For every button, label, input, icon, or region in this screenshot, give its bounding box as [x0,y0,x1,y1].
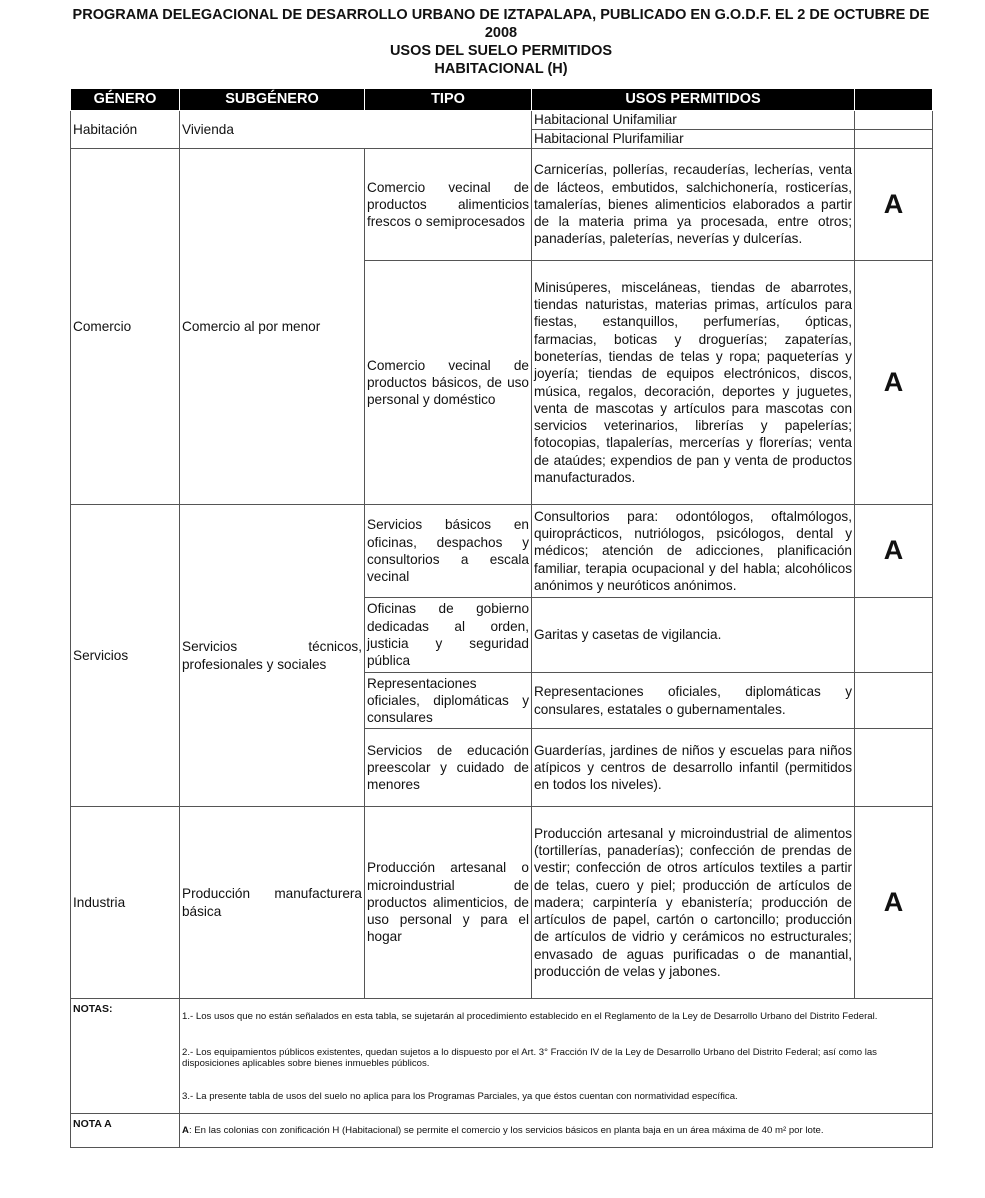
nota-a-label: NOTA A [71,1114,180,1148]
header-usos: USOS PERMITIDOS [532,89,855,111]
nota-a-row [71,1114,933,1148]
nota-a-text: : En las colonias con zonificación H (Habitacional) se permite el comercio y los servicios básicos en planta baja en un área máxima de 40 m² por lote. [188,1124,824,1136]
mark-cell [855,130,933,149]
table-row [71,505,933,598]
note-1: 1.- Los usos que no están señalados en esta tabla, se sujetarán al procedimiento establecido en el Reglamento de la Ley de Desarrollo Urbano del Distrito Federal. [182,1011,878,1022]
genero-cell: Servicios [71,505,180,807]
mark-cell [855,729,933,807]
table-row [71,149,933,261]
mark-cell [855,598,933,673]
permission-mark: A [855,261,933,505]
tipo-cell: Comercio vecinal de productos alimenticios frescos o semiprocesados [365,149,532,261]
usos-cell: Carnicerías, pollerías, recauderías, lecherías, venta de lácteos, embutidos, salchichonería, rosticerías, tamalerías, bienes alimenticios elaborados a partir de la materia prima ya procesada, entre otros; panaderías, paleterías, neverías y dulcerías. [532,149,855,261]
mark-cell [855,673,933,729]
usos-cell: Guarderías, jardines de niños y escuelas para niños atípicos y centros de desarrollo infantil (permitidos en todos los niveles). [532,729,855,807]
tipo-cell: Producción artesanal o microindustrial de productos alimenticios, de uso personal y para el hogar [365,807,532,999]
mark-cell [855,111,933,130]
usos-cell: Garitas y casetas de vigilancia. [532,598,855,673]
usos-cell: Representaciones oficiales, diplomáticas y consulares, estatales o gubernamentales. [532,673,855,729]
permission-mark: A [855,505,933,598]
tipo-cell: Representaciones oficiales, diplomáticas y consulares [365,673,532,729]
subgenero-cell: Comercio al por menor [180,149,365,505]
note-3: 3.- La presente tabla de usos del suelo no aplica para los Programas Parciales, ya que éstos cuentan con normatividad específica. [182,1090,738,1102]
program-title: PROGRAMA DELEGACIONAL DE DESARROLLO URBANO DE IZTAPALAPA, PUBLICADO EN G.O.D.F. EL 2 DE OCTUBRE DE 2008 [72,7,930,41]
header-blank [855,89,933,111]
zone-title: HABITACIONAL (H) [434,61,568,77]
header-subgenero: SUBGÉNERO [180,89,365,111]
notes-cell [180,999,933,1114]
usos-cell: Consultorios para: odontólogos, oftalmólogos, quiroprácticos, nutriólogos, psicólogos, dental y médicos; atención de adicciones, planificación familiar, terapia ocupacional y del habla; alcohólicos anónimos y neuróticos anónimos. [532,505,855,598]
permission-mark: A [855,807,933,999]
genero-cell: Comercio [71,149,180,505]
nota-a-cell [180,1114,933,1148]
usos-cell: Minisúperes, misceláneas, tiendas de abarrotes, tiendas naturistas, materias primas, artículos para fiestas, estanquillos, perfumerías, ópticas, farmacias, boticas y droguerías; zapaterías, boneterías, tiendas de telas y ropa; paqueterías y joyería; tiendas de equipos electrónicos, discos, música, regalos, decoración, deportes y juguetes, venta de mascotas y artículos para mascotas con servicios veterinarios, librerías y papelerías; fotocopias, tlapalerías, mercerías y florerías; venta de ataúdes; expendios de pan y venta de productos manufacturados. [532,261,855,505]
document-title-block [70,6,932,78]
section-title: USOS DEL SUELO PERMITIDOS [389,43,613,59]
tipo-cell: Servicios básicos en oficinas, despachos y consultorios a escala vecinal [365,505,532,598]
usos-cell: Producción artesanal y microindustrial de alimentos (tortillerías, panaderías); confección de prendas de vestir; confección de otros artículos textiles a partir de telas, cuero y piel; producción de artículos de madera; carpintería y ebanistería; producción de artículos de papel, cartón o cartoncillo; producción de artículos de vidrio y cerámicos no estructurales; envasado de aguas purificadas o de manantial, producción de velas y jabones. [532,807,855,999]
tipo-cell: Oficinas de gobierno dedicadas al orden, justicia y seguridad pública [365,598,532,673]
genero-cell: Industria [71,807,180,999]
notes-row [71,999,933,1114]
table-row [71,807,933,999]
header-genero: GÉNERO [71,89,180,111]
tipo-cell: Servicios de educación preescolar y cuidado de menores [365,729,532,807]
subgenero-cell: Producción manufacturera básica [180,807,365,999]
table-header-row [71,89,933,111]
note-2: 2.- Los equipamientos públicos existentes, quedan sujetos a lo dispuesto por el Art. 3° Fracción IV de la Ley de Desarrollo Urbano del Distrito Federal; así como las disposiciones aplicables sobre bienes inmuebles públicos. [182,1046,877,1069]
land-use-table [70,88,933,1148]
tipo-cell: Comercio vecinal de productos básicos, de uso personal y doméstico [365,261,532,505]
subgenero-cell: Vivienda [180,111,532,149]
header-tipo: TIPO [365,89,532,111]
nota-a-prefix: A [182,1124,189,1136]
permission-mark: A [855,149,933,261]
notes-label: NOTAS: [71,999,180,1114]
uso-cell: Habitacional Plurifamiliar [532,130,855,149]
table-row [71,111,933,130]
genero-cell: Habitación [71,111,180,149]
subgenero-cell: Servicios técnicos, profesionales y sociales [180,505,365,807]
uso-cell: Habitacional Unifamiliar [532,111,855,130]
